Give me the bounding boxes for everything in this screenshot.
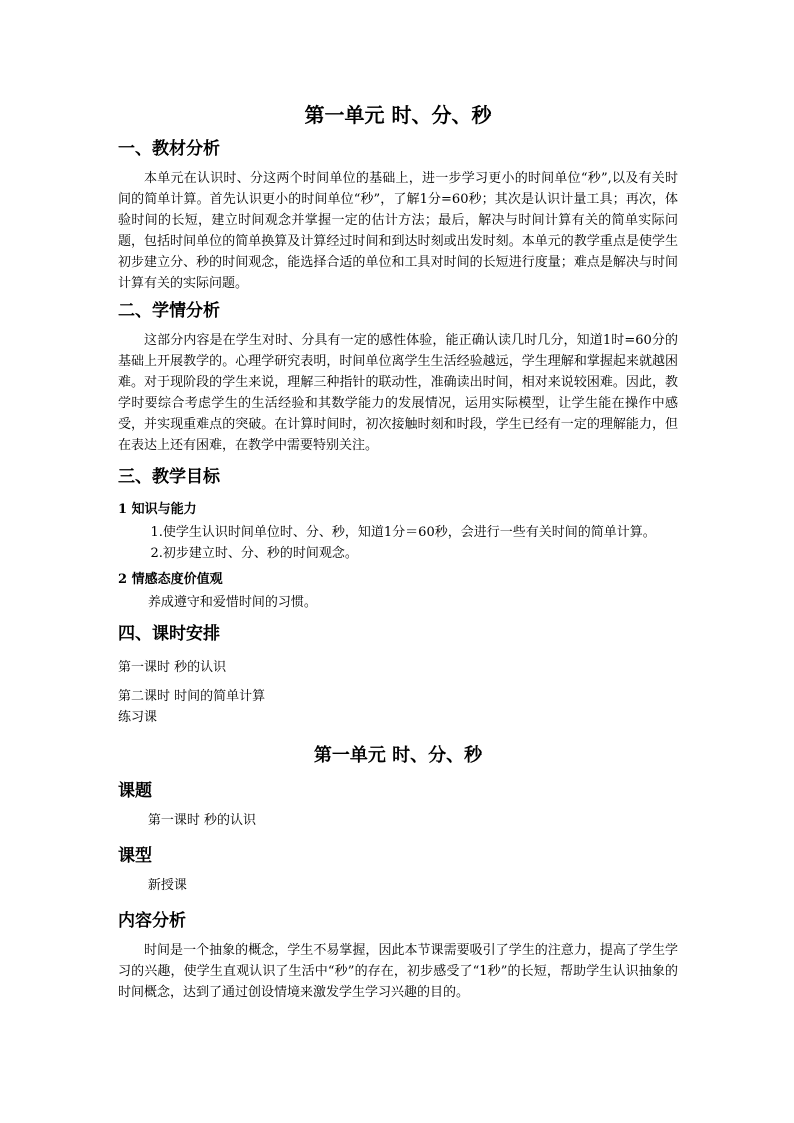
student-analysis-paragraph: 这部分内容是在学生对时、分具有一定的感性体验，能正确认读几时几分，知道1时=60分的基础上开展教学的。心理学研究表明，时间单位离学生生活经验越远，学生理解和掌握起来就越困难。对于现阶段的学生来说，理解三种指针的联动性，准确读出时间，相对来说较困难。因此，教学时要综合考虑学生的生活经验和其数学能力的发展情况，运用实际模型，让学生能在操作中感受，并实现重难点的突破。在计算时间时，初次接触时刻和时段，学生已经有一定的理解能力，但在表达上还有困难，在教学中需要特别关注。 xyxy=(118,333,678,453)
lesson-title: 第一单元 时、分、秒 xyxy=(313,745,483,766)
goal-subheading-knowledge: 1 知识与能力 xyxy=(118,502,197,517)
lesson-topic: 第一课时 秒的认识 xyxy=(147,813,257,828)
goal-item-1: 1.使学生认识时间单位时、分、秒，知道1分＝60秒，会进行一些有关时间的简单计算。 xyxy=(150,525,656,540)
lesson-content-paragraph: 时间是一个抽象的概念，学生不易掌握，因此本节课需要吸引了学生的注意力，提高了学生学习的兴趣，使学生直观认识了生活中“秒”的存在，初步感受了“1秒”的长短，帮助学生认识抽象的时间概念，达到了通过创设情境来激发学生学习兴趣的目的。 xyxy=(118,943,678,1000)
goal-item-2: 2.初步建立时、分、秒的时间观念。 xyxy=(150,546,358,561)
document-title: 第一单元 时、分、秒 xyxy=(304,103,492,127)
goal-item-3: 养成遵守和爱惜时间的习惯。 xyxy=(147,595,317,610)
schedule-line-1: 第一课时 秒的认识 xyxy=(118,660,227,675)
schedule-line-2: 第二课时 时间的简单计算 xyxy=(118,689,266,704)
goal-subheading-attitude: 2 情感态度价值观 xyxy=(118,572,223,587)
schedule-line-3: 练习课 xyxy=(118,710,158,725)
lesson-heading-topic: 课题 xyxy=(118,781,152,801)
lesson-heading-content: 内容分析 xyxy=(118,911,186,931)
lesson-heading-type: 课型 xyxy=(118,846,152,866)
document-page xyxy=(118,100,678,1003)
section-heading-teaching-goals: 三、教学目标 xyxy=(118,467,220,487)
lesson-type: 新授课 xyxy=(147,878,187,893)
section-heading-student-analysis: 二、学情分析 xyxy=(118,301,220,321)
section-heading-textbook-analysis: 一、教材分析 xyxy=(118,139,220,159)
textbook-analysis-paragraph: 本单元在认识时、分这两个时间单位的基础上，进一步学习更小的时间单位“秒”,以及有关时间的简单计算。首先认识更小的时间单位“秒”，了解1分=60秒；其次是认识计量工具；再次，体验时间的长短，建立时间观念并掌握一定的估计方法；最后，解决与时间计算有关的简单实际问题，包括时间单位的简单换算及计算经过时间和到达时刻或出发时刻。本单元的教学重点是使学生初步建立分、秒的时间观念，能选择合适的单位和工具对时间的长短进行度量；难点是解决与时间计算有关的实际问题。 xyxy=(118,171,678,291)
section-heading-schedule: 四、课时安排 xyxy=(118,624,220,644)
